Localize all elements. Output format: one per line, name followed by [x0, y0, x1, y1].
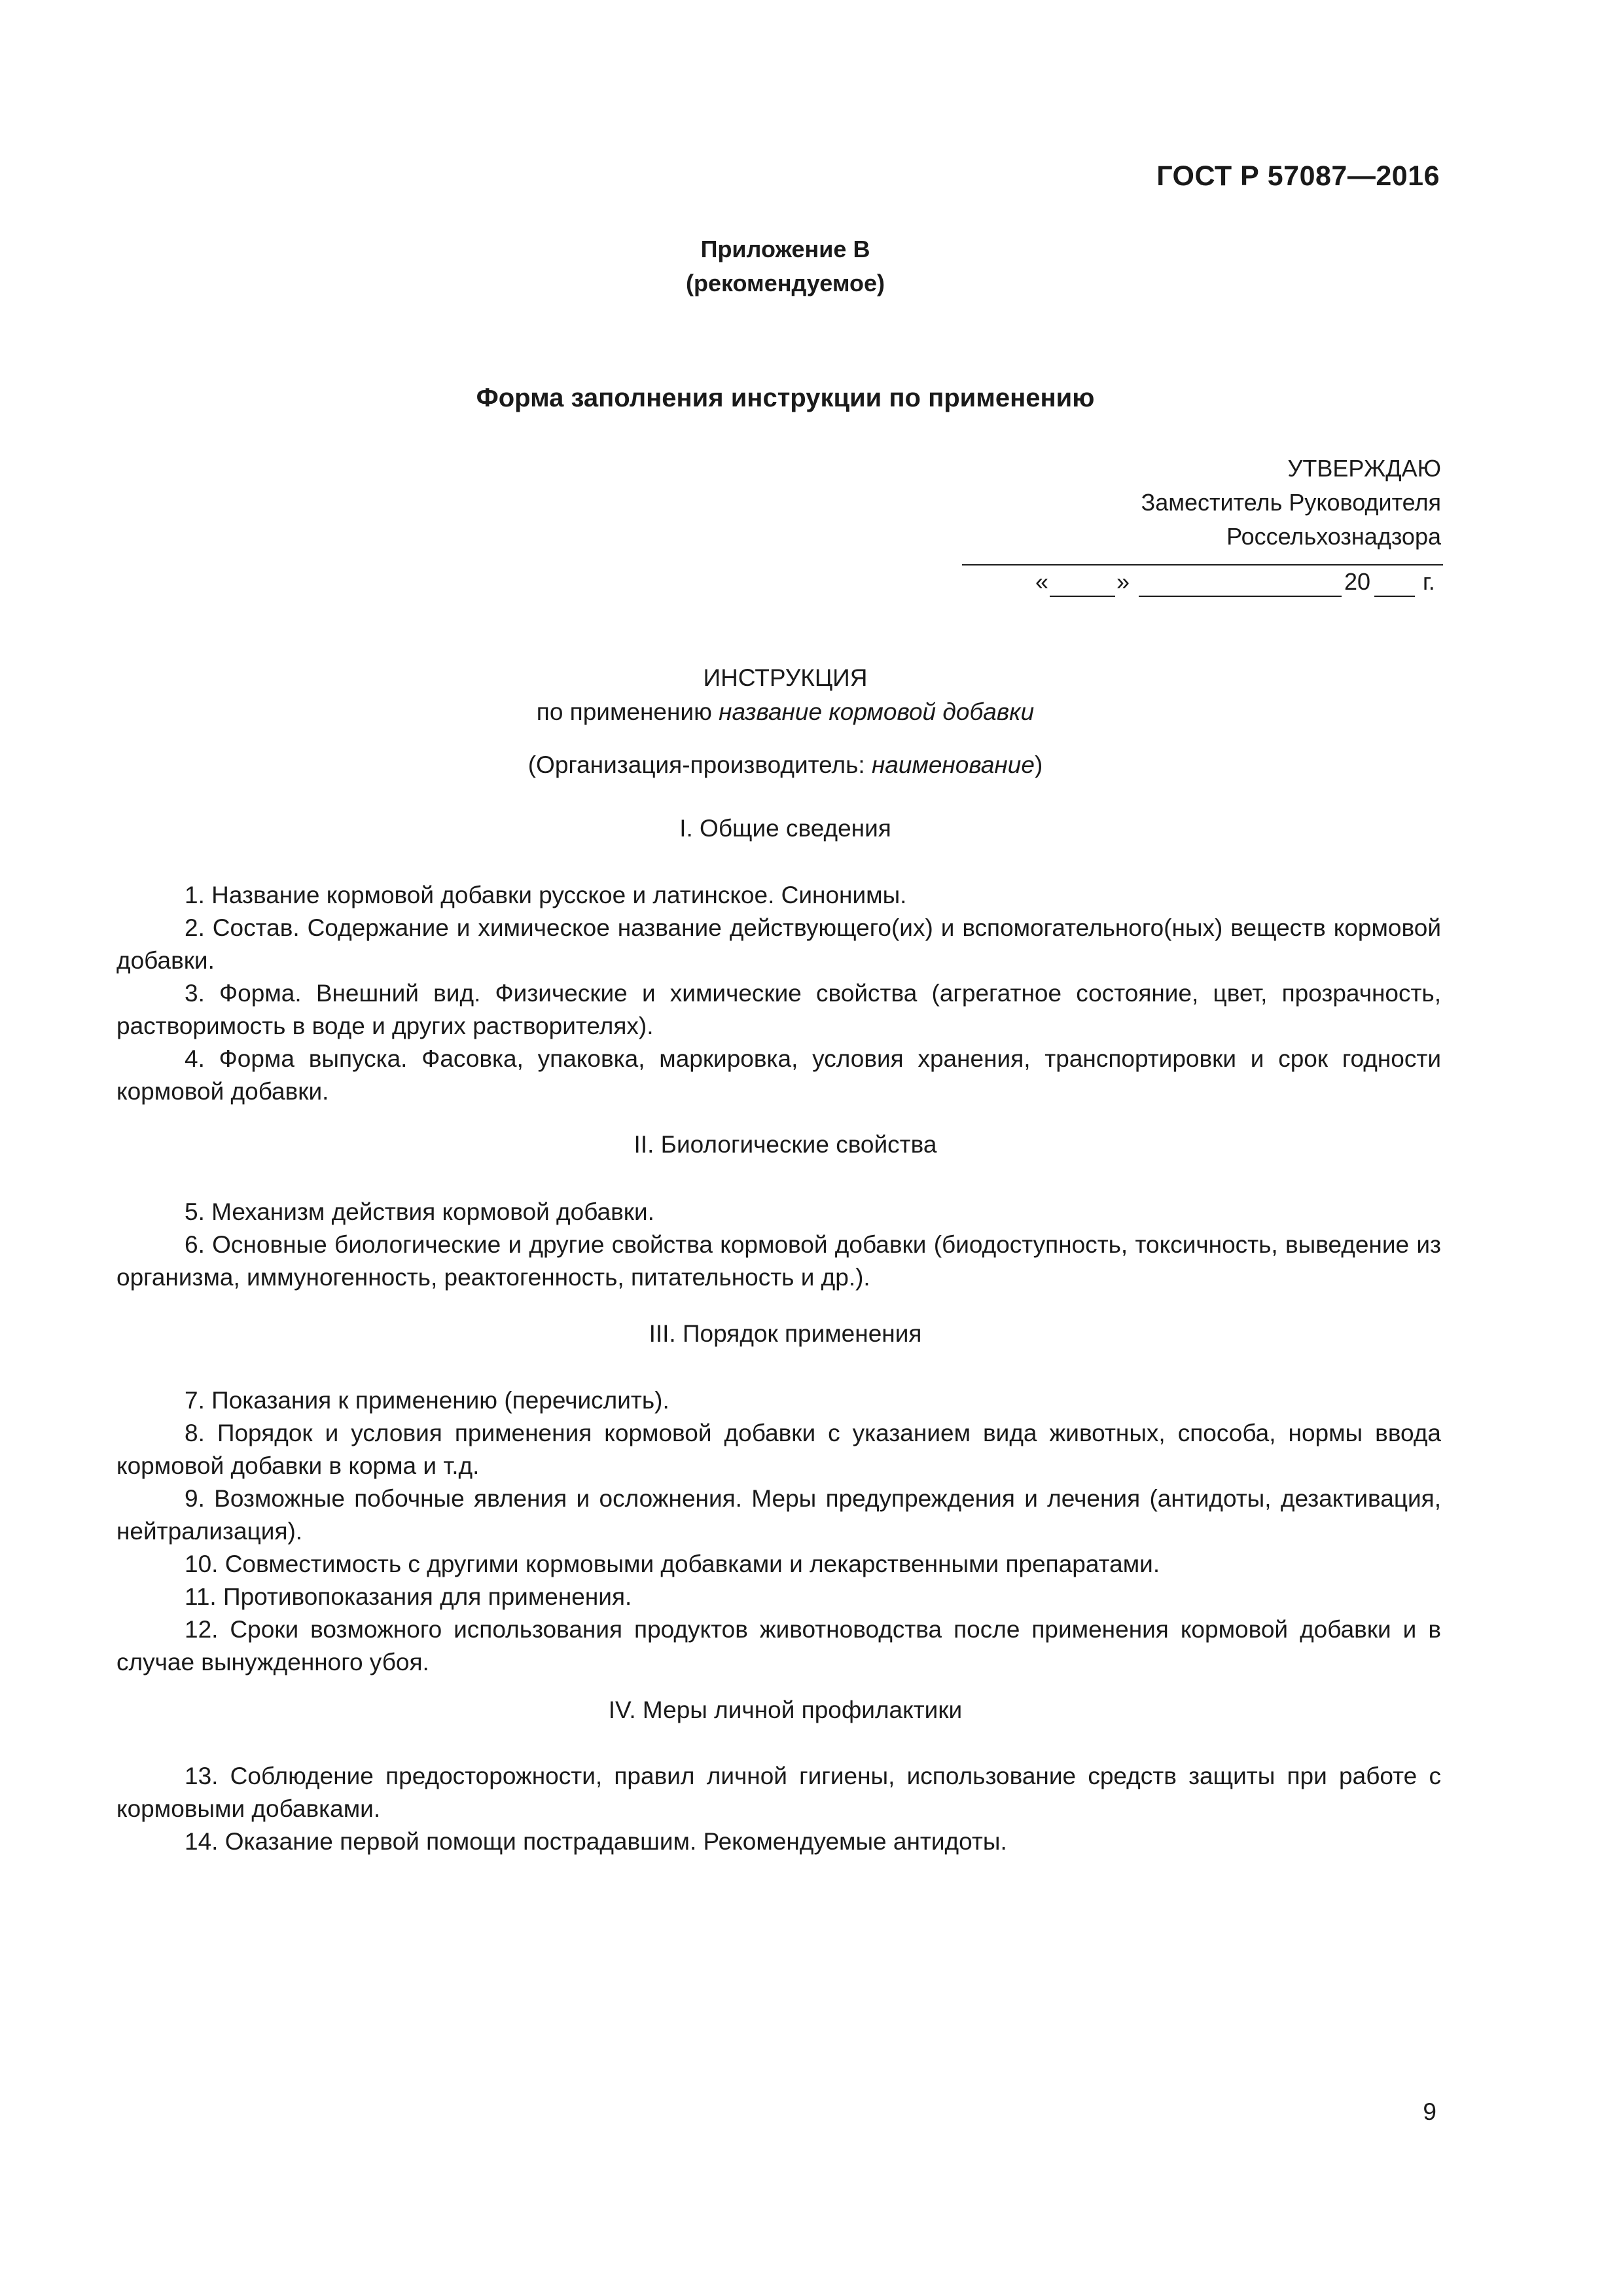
list-item: 12. Сроки возможного использования продуктов животноводства после применения кормовой добавки и в случае вынужденного убоя. [116, 1616, 1441, 1676]
approval-date-row [962, 568, 1443, 601]
form-title: Форма заполнения инструкции по применению [476, 384, 1095, 412]
section-heading-biological: II. Биологические свойства [633, 1131, 937, 1158]
list-item: 8. Порядок и условия применения кормовой добавки с указанием вида животных, способа, нормы ввода кормовой добавки в корма и т.д. [116, 1420, 1441, 1479]
org-suffix: ) [1034, 751, 1043, 778]
appendix-heading [0, 232, 1571, 300]
date-close-quote: » [1116, 568, 1130, 595]
appendix-title: Приложение В [700, 236, 870, 262]
section-items-personal-prevention [116, 1760, 1441, 1858]
approver-position-line1: Заместитель Руководителя [1141, 489, 1441, 516]
signature-line [962, 564, 1443, 565]
list-item: 3. Форма. Внешний вид. Физические и химические свойства (агрегатное состояние, цвет, прозрачность, растворимость в воде и других растворителях). [116, 980, 1441, 1039]
day-blank-line [1050, 596, 1115, 597]
list-item: 13. Соблюдение предосторожности, правил личной гигиены, использование средств защиты при работе с кормовыми добавками. [116, 1763, 1441, 1822]
section-items-biological [116, 1196, 1441, 1294]
standard-code: ГОСТ Р 57087—2016 [1156, 160, 1440, 192]
year-blank-line [1374, 596, 1415, 597]
list-item: 14. Оказание первой помощи пострадавшим. Рекомендуемые антидоты. [185, 1828, 1007, 1855]
instruction-subtitle-italic: название кормовой добавки [719, 698, 1035, 725]
approver-position-line2: Россельхознадзора [1226, 523, 1441, 550]
instruction-title: ИНСТРУКЦИЯ [703, 664, 868, 691]
section-items-general [116, 879, 1441, 1108]
instruction-subtitle-prefix: по применению [536, 698, 719, 725]
org-prefix: (Организация-производитель: [527, 751, 872, 778]
section-heading-general: I. Общие сведения [679, 815, 891, 842]
section-items-application [116, 1384, 1441, 1679]
month-blank-line [1139, 596, 1342, 597]
date-year-suffix: г. [1423, 568, 1435, 595]
instruction-subtitle [0, 695, 1571, 729]
list-item: 2. Состав. Содержание и химическое название действующего(их) и вспомогательного(ных) веществ кормовой добавки. [116, 914, 1441, 974]
organization-line [0, 751, 1571, 779]
section-heading-personal-prevention: IV. Меры личной профилактики [608, 1696, 963, 1723]
date-open-quote: « [1035, 568, 1049, 595]
list-item: 6. Основные биологические и другие свойства кормовой добавки (биодоступность, токсичность, выведение из организма, иммуногенность, реактогенность, питательность и др.). [116, 1231, 1441, 1291]
section-heading-application: III. Порядок применения [649, 1320, 922, 1347]
list-item: 11. Противопоказания для применения. [185, 1583, 632, 1610]
list-item: 7. Показания к применению (перечислить). [185, 1387, 669, 1414]
approval-block [1141, 452, 1441, 554]
org-name-placeholder: наименование [871, 751, 1035, 778]
approve-label: УТВЕРЖДАЮ [1287, 455, 1441, 482]
list-item: 1. Название кормовой добавки русское и латинское. Синонимы. [185, 882, 907, 908]
date-year-prefix: 20 [1344, 568, 1371, 595]
list-item: 5. Механизм действия кормовой добавки. [185, 1198, 654, 1225]
list-item: 9. Возможные побочные явления и осложнения. Меры предупреждения и лечения (антидоты, дезактивация, нейтрализация). [116, 1485, 1441, 1545]
appendix-subtitle: (рекомендуемое) [686, 270, 885, 296]
list-item: 4. Форма выпуска. Фасовка, упаковка, маркировка, условия хранения, транспортировки и срок годности кормовой добавки. [116, 1045, 1441, 1105]
list-item: 10. Совместимость с другими кормовыми добавками и лекарственными препаратами. [185, 1551, 1160, 1577]
instruction-heading [0, 661, 1571, 729]
page-number: 9 [1423, 2098, 1436, 2125]
